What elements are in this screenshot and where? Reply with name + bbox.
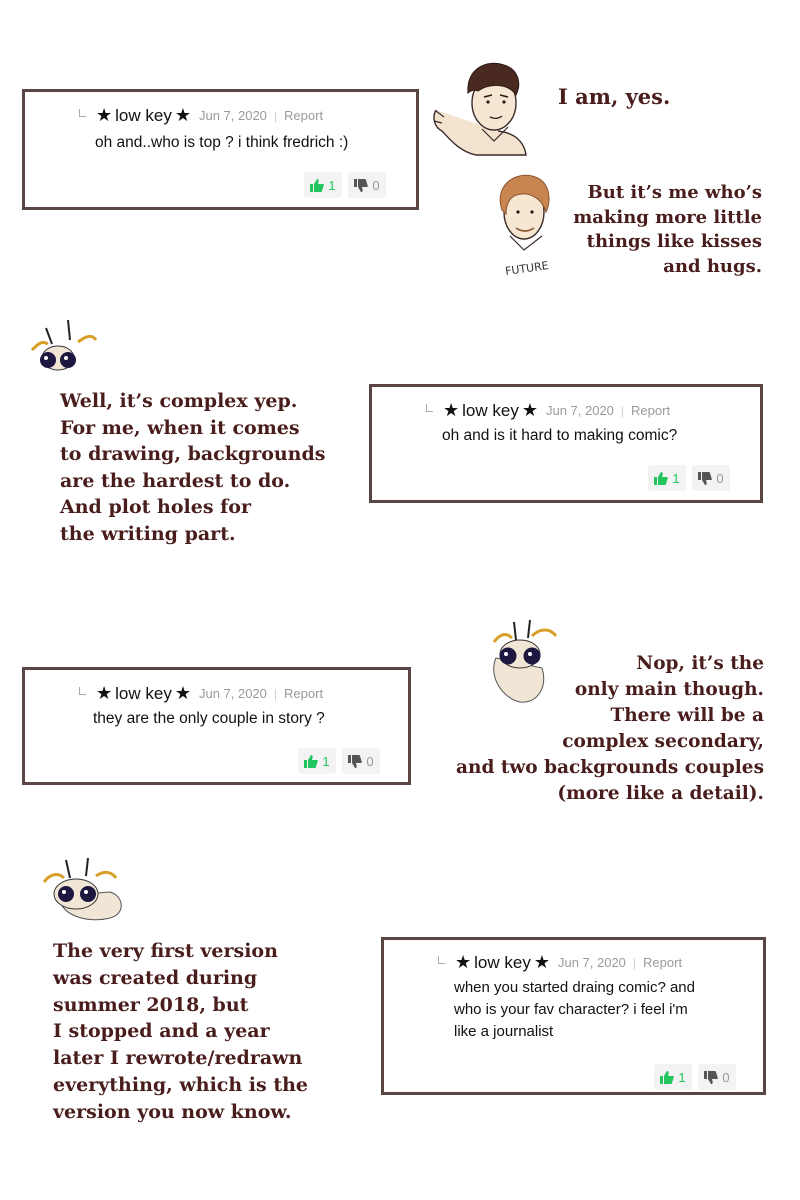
dislike-button[interactable] <box>342 748 380 774</box>
dislike-count: 0 <box>722 1069 730 1085</box>
comment-text: when you started draing comic? and who is your fav character? i feel i'm like a journalist <box>454 979 695 1040</box>
dislike-button[interactable] <box>698 1064 736 1090</box>
comment-card <box>381 937 766 1095</box>
comment-username[interactable]: low key <box>462 400 519 420</box>
comment-date: Jun 7, 2020 <box>198 108 267 123</box>
separator: | <box>273 108 278 123</box>
vote-buttons <box>648 465 730 491</box>
like-count: 1 <box>672 470 680 486</box>
moth-character-icon <box>40 856 130 926</box>
like-count: 1 <box>328 177 336 193</box>
comment-header <box>79 683 323 704</box>
star-icon: ★ <box>96 683 113 703</box>
like-button[interactable] <box>648 465 686 491</box>
comment-header <box>79 105 323 126</box>
reply-text: I am, yes. <box>558 84 671 109</box>
moth-character-icon <box>28 318 100 376</box>
report-link[interactable]: Report <box>643 955 683 970</box>
comment-card <box>22 89 419 210</box>
reply-indicator-icon <box>426 404 433 412</box>
comment-username[interactable]: low key <box>474 952 531 972</box>
comment-header <box>438 952 682 973</box>
reply-text: The very first version was created during summer 2018, but I stopped and a year later I rewrote/redrawn everything, which is the version you now know. <box>53 940 308 1123</box>
report-link[interactable]: Report <box>631 403 671 418</box>
like-count: 1 <box>678 1069 686 1085</box>
like-button[interactable] <box>654 1064 692 1090</box>
comment-card <box>369 384 763 503</box>
reply-text: Well, it’s complex yep. For me, when it comes to drawing, backgrounds are the hardest to do. And plot holes for the writing part. <box>60 390 326 545</box>
comment-username[interactable]: low key <box>115 683 172 703</box>
dislike-count: 0 <box>716 470 724 486</box>
comment-date: Jun 7, 2020 <box>545 403 614 418</box>
dislike-button[interactable] <box>692 465 730 491</box>
star-icon: ★ <box>174 683 191 703</box>
like-button[interactable] <box>304 172 342 198</box>
thumbs-up-icon <box>304 755 318 768</box>
comment-username[interactable]: low key <box>115 105 172 125</box>
star-icon: ★ <box>533 952 550 972</box>
comment-text: they are the only couple in story ? <box>93 710 325 727</box>
separator: | <box>632 955 637 970</box>
vote-buttons <box>654 1064 736 1090</box>
separator: | <box>620 403 625 418</box>
future-label: FUTURE <box>504 259 550 278</box>
dislike-count: 0 <box>372 177 380 193</box>
thumbs-down-icon <box>348 755 362 768</box>
comment-card <box>22 667 411 785</box>
comment-text: oh and is it hard to making comic? <box>442 427 678 444</box>
star-icon: ★ <box>174 105 191 125</box>
dislike-count: 0 <box>366 753 374 769</box>
thumbs-up-icon <box>310 179 324 192</box>
reply-indicator-icon <box>79 687 86 695</box>
character-portrait-dark-hair <box>428 55 553 160</box>
reply-text: Nop, it’s the only main though. There will be a complex secondary, and two backgrounds couples (more like a detail). <box>456 653 764 804</box>
like-count: 1 <box>322 753 330 769</box>
star-icon: ★ <box>455 952 472 972</box>
comment-header <box>426 400 670 421</box>
reply-indicator-icon <box>438 956 445 964</box>
reply-indicator-icon <box>79 109 86 117</box>
comment-date: Jun 7, 2020 <box>557 955 626 970</box>
star-icon: ★ <box>443 400 460 420</box>
reply-text: But it’s me who’s making more little things like kisses and hugs. <box>573 182 762 277</box>
comment-text: oh and..who is top ? i think fredrich :) <box>95 134 349 151</box>
star-icon: ★ <box>96 105 113 125</box>
report-link[interactable]: Report <box>284 108 324 123</box>
star-icon: ★ <box>521 400 538 420</box>
thumbs-up-icon <box>660 1071 674 1084</box>
like-button[interactable] <box>298 748 336 774</box>
vote-buttons <box>298 748 380 774</box>
thumbs-down-icon <box>698 472 712 485</box>
comment-date: Jun 7, 2020 <box>198 686 267 701</box>
vote-buttons <box>304 172 386 198</box>
separator: | <box>273 686 278 701</box>
thumbs-down-icon <box>704 1071 718 1084</box>
dislike-button[interactable] <box>348 172 386 198</box>
thumbs-up-icon <box>654 472 668 485</box>
thumbs-down-icon <box>354 179 368 192</box>
report-link[interactable]: Report <box>284 686 324 701</box>
